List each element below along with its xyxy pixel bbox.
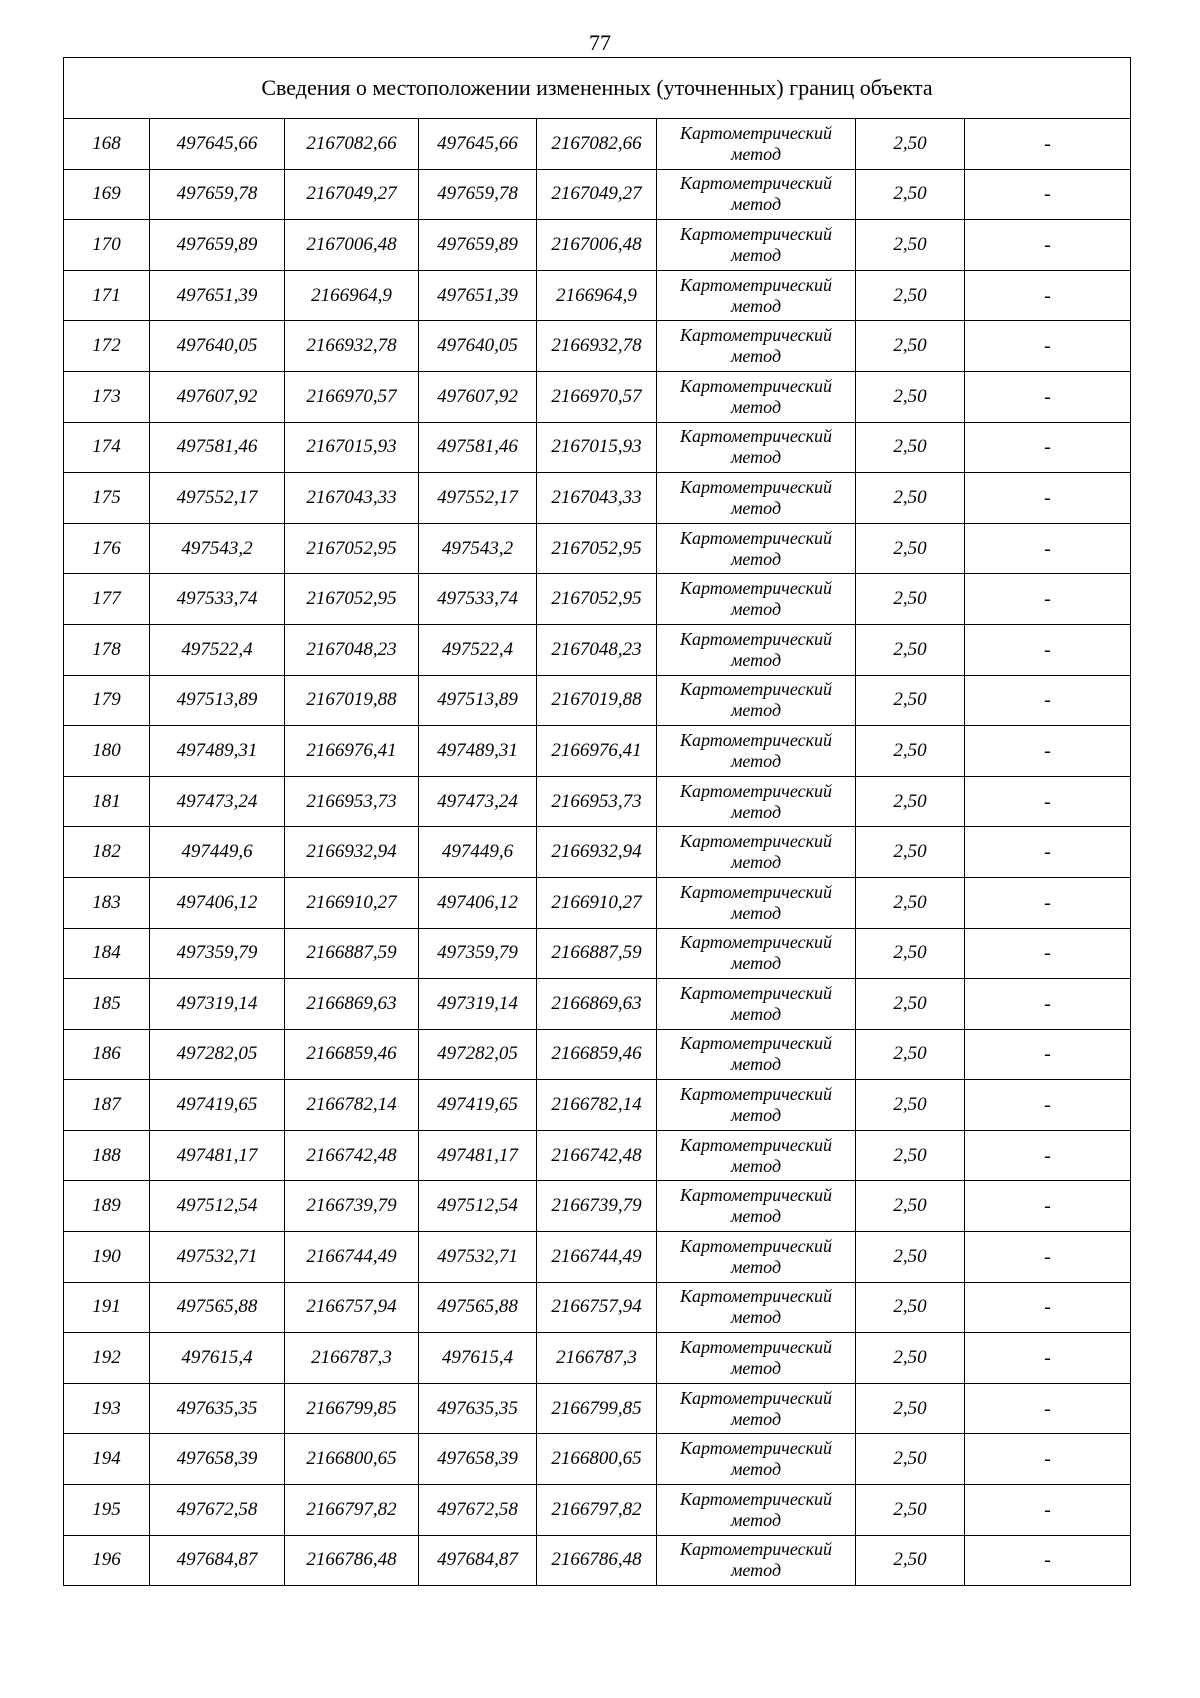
refined-x-cell: 497684,87 <box>419 1535 537 1586</box>
method-cell: Картометрический метод <box>657 1535 856 1586</box>
existing-y-cell: 2167015,93 <box>285 422 419 473</box>
point-number-cell: 187 <box>64 1080 150 1131</box>
refined-y-cell: 2167049,27 <box>537 169 657 220</box>
method-cell: Картометрический метод <box>657 979 856 1030</box>
refined-x-cell: 497481,17 <box>419 1130 537 1181</box>
accuracy-cell: 2,50 <box>856 1130 965 1181</box>
table-row <box>64 979 1131 1030</box>
refined-y-cell: 2166744,49 <box>537 1232 657 1283</box>
point-number-cell: 186 <box>64 1029 150 1080</box>
point-number-cell: 175 <box>64 473 150 524</box>
table-row <box>64 220 1131 271</box>
table-row <box>64 1181 1131 1232</box>
point-number-cell: 181 <box>64 776 150 827</box>
refined-y-cell: 2166739,79 <box>537 1181 657 1232</box>
existing-y-cell: 2166859,46 <box>285 1029 419 1080</box>
point-number-cell: 178 <box>64 624 150 675</box>
method-cell: Картометрический метод <box>657 422 856 473</box>
existing-x-cell: 497581,46 <box>150 422 285 473</box>
table-title: Сведения о местоположении измененных (уточненных) границ объекта <box>64 58 1131 119</box>
note-cell: - <box>965 473 1131 524</box>
accuracy-cell: 2,50 <box>856 928 965 979</box>
accuracy-cell: 2,50 <box>856 1232 965 1283</box>
refined-y-cell: 2167052,95 <box>537 574 657 625</box>
existing-y-cell: 2166739,79 <box>285 1181 419 1232</box>
table-row <box>64 119 1131 170</box>
method-cell: Картометрический метод <box>657 1282 856 1333</box>
accuracy-cell: 2,50 <box>856 1485 965 1536</box>
method-cell: Картометрический метод <box>657 1383 856 1434</box>
existing-y-cell: 2167019,88 <box>285 675 419 726</box>
note-cell: - <box>965 624 1131 675</box>
note-cell: - <box>965 1333 1131 1384</box>
refined-x-cell: 497473,24 <box>419 776 537 827</box>
existing-x-cell: 497481,17 <box>150 1130 285 1181</box>
accuracy-cell: 2,50 <box>856 270 965 321</box>
existing-x-cell: 497672,58 <box>150 1485 285 1536</box>
table-row <box>64 422 1131 473</box>
note-cell: - <box>965 1535 1131 1586</box>
page-number: 77 <box>589 30 611 55</box>
refined-y-cell: 2166887,59 <box>537 928 657 979</box>
table-row <box>64 1434 1131 1485</box>
method-cell: Картометрический метод <box>657 1232 856 1283</box>
existing-y-cell: 2166910,27 <box>285 877 419 928</box>
note-cell: - <box>965 675 1131 726</box>
refined-x-cell: 497607,92 <box>419 371 537 422</box>
existing-y-cell: 2166976,41 <box>285 726 419 777</box>
table-row <box>64 574 1131 625</box>
note-cell: - <box>965 169 1131 220</box>
refined-x-cell: 497615,4 <box>419 1333 537 1384</box>
method-cell: Картометрический метод <box>657 1181 856 1232</box>
accuracy-cell: 2,50 <box>856 1181 965 1232</box>
point-number-cell: 192 <box>64 1333 150 1384</box>
point-number-cell: 189 <box>64 1181 150 1232</box>
refined-x-cell: 497419,65 <box>419 1080 537 1131</box>
existing-x-cell: 497615,4 <box>150 1333 285 1384</box>
accuracy-cell: 2,50 <box>856 574 965 625</box>
existing-y-cell: 2166787,3 <box>285 1333 419 1384</box>
note-cell: - <box>965 877 1131 928</box>
accuracy-cell: 2,50 <box>856 169 965 220</box>
refined-y-cell: 2166786,48 <box>537 1535 657 1586</box>
method-cell: Картометрический метод <box>657 371 856 422</box>
note-cell: - <box>965 1130 1131 1181</box>
existing-x-cell: 497684,87 <box>150 1535 285 1586</box>
existing-y-cell: 2166782,14 <box>285 1080 419 1131</box>
method-cell: Картометрический метод <box>657 270 856 321</box>
note-cell: - <box>965 979 1131 1030</box>
point-number-cell: 194 <box>64 1434 150 1485</box>
method-cell: Картометрический метод <box>657 877 856 928</box>
table-row <box>64 270 1131 321</box>
existing-x-cell: 497659,78 <box>150 169 285 220</box>
refined-x-cell: 497319,14 <box>419 979 537 1030</box>
refined-x-cell: 497512,54 <box>419 1181 537 1232</box>
refined-x-cell: 497659,78 <box>419 169 537 220</box>
accuracy-cell: 2,50 <box>856 1029 965 1080</box>
refined-x-cell: 497449,6 <box>419 827 537 878</box>
method-cell: Картометрический метод <box>657 1029 856 1080</box>
existing-x-cell: 497543,2 <box>150 523 285 574</box>
refined-x-cell: 497282,05 <box>419 1029 537 1080</box>
accuracy-cell: 2,50 <box>856 1333 965 1384</box>
point-number-cell: 169 <box>64 169 150 220</box>
accuracy-cell: 2,50 <box>856 1282 965 1333</box>
method-cell: Картометрический метод <box>657 473 856 524</box>
refined-x-cell: 497635,35 <box>419 1383 537 1434</box>
method-cell: Картометрический метод <box>657 220 856 271</box>
existing-y-cell: 2167049,27 <box>285 169 419 220</box>
refined-x-cell: 497640,05 <box>419 321 537 372</box>
refined-x-cell: 497543,2 <box>419 523 537 574</box>
point-number-cell: 182 <box>64 827 150 878</box>
table-row <box>64 473 1131 524</box>
refined-x-cell: 497489,31 <box>419 726 537 777</box>
existing-y-cell: 2166797,82 <box>285 1485 419 1536</box>
refined-y-cell: 2166932,78 <box>537 321 657 372</box>
point-number-cell: 174 <box>64 422 150 473</box>
existing-y-cell: 2166742,48 <box>285 1130 419 1181</box>
accuracy-cell: 2,50 <box>856 675 965 726</box>
existing-x-cell: 497651,39 <box>150 270 285 321</box>
method-cell: Картометрический метод <box>657 776 856 827</box>
refined-y-cell: 2166782,14 <box>537 1080 657 1131</box>
accuracy-cell: 2,50 <box>856 1434 965 1485</box>
point-number-cell: 191 <box>64 1282 150 1333</box>
refined-y-cell: 2166742,48 <box>537 1130 657 1181</box>
refined-x-cell: 497651,39 <box>419 270 537 321</box>
table-row <box>64 1029 1131 1080</box>
refined-x-cell: 497359,79 <box>419 928 537 979</box>
table-row <box>64 776 1131 827</box>
point-number-cell: 177 <box>64 574 150 625</box>
existing-x-cell: 497513,89 <box>150 675 285 726</box>
refined-y-cell: 2166910,27 <box>537 877 657 928</box>
accuracy-cell: 2,50 <box>856 624 965 675</box>
refined-y-cell: 2167015,93 <box>537 422 657 473</box>
point-number-cell: 185 <box>64 979 150 1030</box>
note-cell: - <box>965 726 1131 777</box>
existing-x-cell: 497319,14 <box>150 979 285 1030</box>
existing-x-cell: 497419,65 <box>150 1080 285 1131</box>
table-row <box>64 169 1131 220</box>
refined-x-cell: 497513,89 <box>419 675 537 726</box>
note-cell: - <box>965 827 1131 878</box>
accuracy-cell: 2,50 <box>856 220 965 271</box>
existing-y-cell: 2167052,95 <box>285 574 419 625</box>
refined-y-cell: 2167082,66 <box>537 119 657 170</box>
table-row <box>64 1485 1131 1536</box>
table-row <box>64 726 1131 777</box>
table-row <box>64 1232 1131 1283</box>
refined-y-cell: 2166953,73 <box>537 776 657 827</box>
existing-x-cell: 497473,24 <box>150 776 285 827</box>
method-cell: Картометрический метод <box>657 624 856 675</box>
table-row <box>64 321 1131 372</box>
point-number-cell: 184 <box>64 928 150 979</box>
table-row <box>64 1535 1131 1586</box>
refined-y-cell: 2167043,33 <box>537 473 657 524</box>
note-cell: - <box>965 1181 1131 1232</box>
refined-x-cell: 497522,4 <box>419 624 537 675</box>
boundary-coordinates-table <box>63 57 1131 1586</box>
existing-y-cell: 2166964,9 <box>285 270 419 321</box>
method-cell: Картометрический метод <box>657 523 856 574</box>
existing-y-cell: 2166932,94 <box>285 827 419 878</box>
note-cell: - <box>965 1232 1131 1283</box>
accuracy-cell: 2,50 <box>856 523 965 574</box>
accuracy-cell: 2,50 <box>856 726 965 777</box>
table-row <box>64 371 1131 422</box>
existing-x-cell: 497533,74 <box>150 574 285 625</box>
accuracy-cell: 2,50 <box>856 119 965 170</box>
note-cell: - <box>965 1485 1131 1536</box>
refined-y-cell: 2166800,65 <box>537 1434 657 1485</box>
refined-y-cell: 2166932,94 <box>537 827 657 878</box>
point-number-cell: 190 <box>64 1232 150 1283</box>
note-cell: - <box>965 928 1131 979</box>
existing-x-cell: 497532,71 <box>150 1232 285 1283</box>
refined-y-cell: 2166787,3 <box>537 1333 657 1384</box>
accuracy-cell: 2,50 <box>856 1383 965 1434</box>
existing-y-cell: 2166744,49 <box>285 1232 419 1283</box>
refined-x-cell: 497672,58 <box>419 1485 537 1536</box>
method-cell: Картометрический метод <box>657 928 856 979</box>
table-row <box>64 1383 1131 1434</box>
point-number-cell: 176 <box>64 523 150 574</box>
point-number-cell: 180 <box>64 726 150 777</box>
point-number-cell: 195 <box>64 1485 150 1536</box>
accuracy-cell: 2,50 <box>856 321 965 372</box>
note-cell: - <box>965 1029 1131 1080</box>
accuracy-cell: 2,50 <box>856 827 965 878</box>
accuracy-cell: 2,50 <box>856 371 965 422</box>
refined-x-cell: 497552,17 <box>419 473 537 524</box>
table-row <box>64 675 1131 726</box>
existing-x-cell: 497449,6 <box>150 827 285 878</box>
note-cell: - <box>965 371 1131 422</box>
refined-y-cell: 2166757,94 <box>537 1282 657 1333</box>
accuracy-cell: 2,50 <box>856 979 965 1030</box>
existing-y-cell: 2166786,48 <box>285 1535 419 1586</box>
method-cell: Картометрический метод <box>657 321 856 372</box>
refined-x-cell: 497532,71 <box>419 1232 537 1283</box>
refined-y-cell: 2167006,48 <box>537 220 657 271</box>
method-cell: Картометрический метод <box>657 1130 856 1181</box>
point-number-cell: 193 <box>64 1383 150 1434</box>
accuracy-cell: 2,50 <box>856 776 965 827</box>
existing-x-cell: 497635,35 <box>150 1383 285 1434</box>
refined-x-cell: 497565,88 <box>419 1282 537 1333</box>
refined-y-cell: 2166859,46 <box>537 1029 657 1080</box>
point-number-cell: 196 <box>64 1535 150 1586</box>
method-cell: Картометрический метод <box>657 574 856 625</box>
point-number-cell: 179 <box>64 675 150 726</box>
table-header-row <box>64 58 1131 119</box>
method-cell: Картометрический метод <box>657 1333 856 1384</box>
refined-y-cell: 2166797,82 <box>537 1485 657 1536</box>
point-number-cell: 171 <box>64 270 150 321</box>
method-cell: Картометрический метод <box>657 1080 856 1131</box>
method-cell: Картометрический метод <box>657 726 856 777</box>
point-number-cell: 170 <box>64 220 150 271</box>
accuracy-cell: 2,50 <box>856 877 965 928</box>
existing-y-cell: 2167043,33 <box>285 473 419 524</box>
accuracy-cell: 2,50 <box>856 1535 965 1586</box>
method-cell: Картометрический метод <box>657 827 856 878</box>
method-cell: Картометрический метод <box>657 675 856 726</box>
method-cell: Картометрический метод <box>657 1434 856 1485</box>
existing-x-cell: 497659,89 <box>150 220 285 271</box>
table-row <box>64 1333 1131 1384</box>
note-cell: - <box>965 270 1131 321</box>
existing-y-cell: 2166953,73 <box>285 776 419 827</box>
existing-x-cell: 497522,4 <box>150 624 285 675</box>
refined-y-cell: 2166869,63 <box>537 979 657 1030</box>
method-cell: Картометрический метод <box>657 169 856 220</box>
table-row <box>64 1130 1131 1181</box>
refined-y-cell: 2167048,23 <box>537 624 657 675</box>
point-number-cell: 173 <box>64 371 150 422</box>
refined-y-cell: 2167019,88 <box>537 675 657 726</box>
table-row <box>64 624 1131 675</box>
note-cell: - <box>965 1383 1131 1434</box>
refined-y-cell: 2167052,95 <box>537 523 657 574</box>
existing-y-cell: 2166799,85 <box>285 1383 419 1434</box>
refined-x-cell: 497533,74 <box>419 574 537 625</box>
existing-x-cell: 497658,39 <box>150 1434 285 1485</box>
existing-y-cell: 2167006,48 <box>285 220 419 271</box>
table-row <box>64 523 1131 574</box>
accuracy-cell: 2,50 <box>856 422 965 473</box>
existing-y-cell: 2166757,94 <box>285 1282 419 1333</box>
table-row <box>64 1080 1131 1131</box>
note-cell: - <box>965 1434 1131 1485</box>
existing-x-cell: 497406,12 <box>150 877 285 928</box>
existing-y-cell: 2167082,66 <box>285 119 419 170</box>
existing-x-cell: 497359,79 <box>150 928 285 979</box>
method-cell: Картометрический метод <box>657 1485 856 1536</box>
note-cell: - <box>965 1080 1131 1131</box>
existing-x-cell: 497282,05 <box>150 1029 285 1080</box>
note-cell: - <box>965 220 1131 271</box>
method-cell: Картометрический метод <box>657 119 856 170</box>
refined-x-cell: 497645,66 <box>419 119 537 170</box>
refined-x-cell: 497581,46 <box>419 422 537 473</box>
refined-y-cell: 2166964,9 <box>537 270 657 321</box>
existing-x-cell: 497489,31 <box>150 726 285 777</box>
note-cell: - <box>965 321 1131 372</box>
refined-y-cell: 2166970,57 <box>537 371 657 422</box>
existing-y-cell: 2166869,63 <box>285 979 419 1030</box>
refined-x-cell: 497659,89 <box>419 220 537 271</box>
note-cell: - <box>965 119 1131 170</box>
note-cell: - <box>965 1282 1131 1333</box>
existing-y-cell: 2166887,59 <box>285 928 419 979</box>
note-cell: - <box>965 574 1131 625</box>
existing-x-cell: 497607,92 <box>150 371 285 422</box>
existing-y-cell: 2166932,78 <box>285 321 419 372</box>
refined-y-cell: 2166976,41 <box>537 726 657 777</box>
refined-x-cell: 497406,12 <box>419 877 537 928</box>
point-number-cell: 168 <box>64 119 150 170</box>
existing-y-cell: 2166970,57 <box>285 371 419 422</box>
refined-x-cell: 497658,39 <box>419 1434 537 1485</box>
point-number-cell: 172 <box>64 321 150 372</box>
note-cell: - <box>965 523 1131 574</box>
accuracy-cell: 2,50 <box>856 1080 965 1131</box>
note-cell: - <box>965 776 1131 827</box>
existing-x-cell: 497565,88 <box>150 1282 285 1333</box>
accuracy-cell: 2,50 <box>856 473 965 524</box>
table-row <box>64 827 1131 878</box>
existing-y-cell: 2166800,65 <box>285 1434 419 1485</box>
note-cell: - <box>965 422 1131 473</box>
refined-y-cell: 2166799,85 <box>537 1383 657 1434</box>
existing-y-cell: 2167052,95 <box>285 523 419 574</box>
table-row <box>64 928 1131 979</box>
point-number-cell: 188 <box>64 1130 150 1181</box>
existing-x-cell: 497640,05 <box>150 321 285 372</box>
point-number-cell: 183 <box>64 877 150 928</box>
existing-y-cell: 2167048,23 <box>285 624 419 675</box>
table-row <box>64 1282 1131 1333</box>
existing-x-cell: 497552,17 <box>150 473 285 524</box>
existing-x-cell: 497512,54 <box>150 1181 285 1232</box>
table-row <box>64 877 1131 928</box>
existing-x-cell: 497645,66 <box>150 119 285 170</box>
